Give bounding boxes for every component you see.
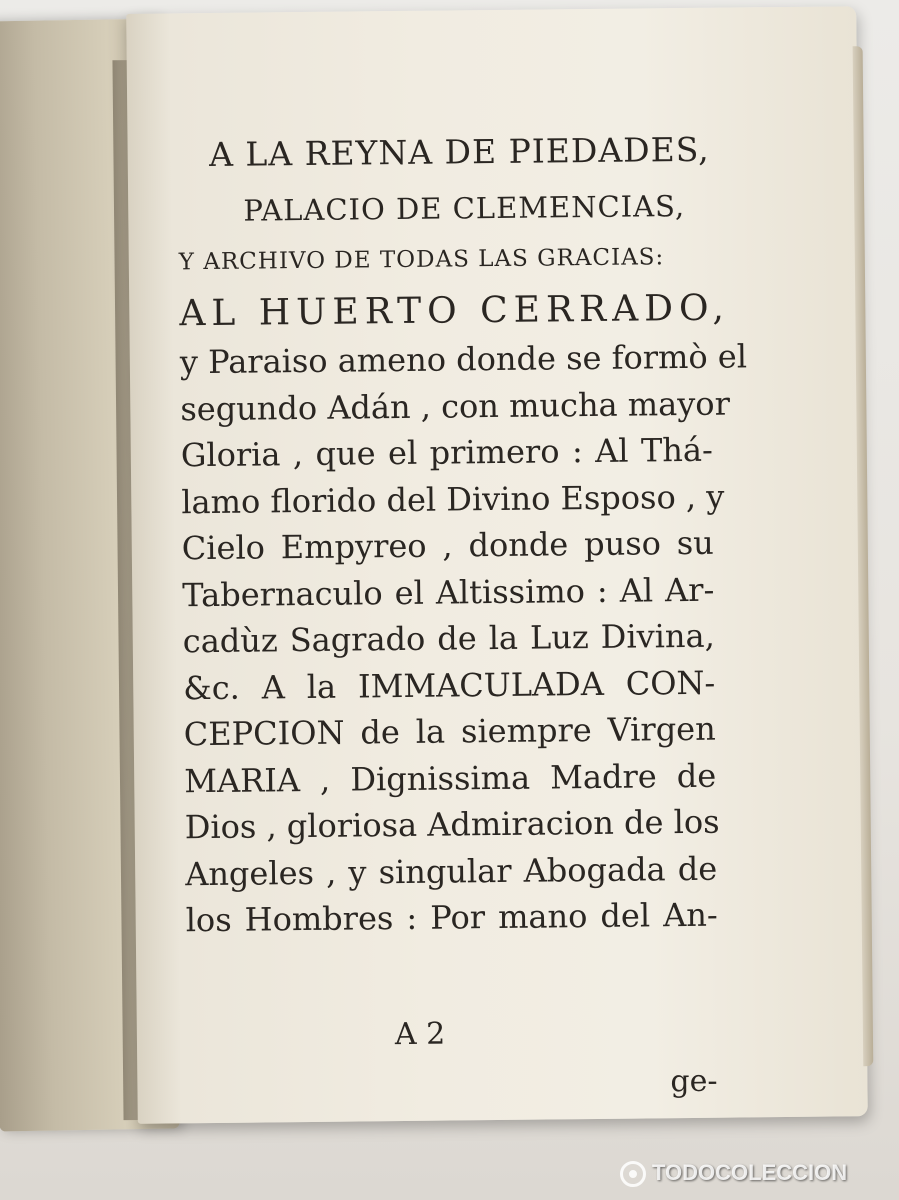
body-line: &c. A la IMMACULADA CON- [183, 663, 716, 707]
site-watermark [620, 1160, 847, 1187]
dedication-text [177, 129, 748, 944]
body-line: y Paraiso ameno donde se formò el [179, 337, 748, 382]
heading-line-3: Y ARCHIVO DE TODAS LAS GRACIAS: [178, 244, 665, 276]
book-page [126, 6, 868, 1124]
body-line: Tabernaculo el Altissimo : Al Ar- [182, 570, 715, 614]
body-line: los Hombres : Por mano del An- [185, 895, 718, 940]
body-line: lamo florido del Divino Esposo , y [181, 477, 725, 521]
body-line: cadùz Sagrado de la Luz Divina, [182, 616, 715, 661]
catchword: ge- [670, 1063, 718, 1100]
body-line: CEPCION de la siempre Virgen [183, 709, 716, 754]
body-line: Angeles , y singular Abogada de [185, 849, 718, 893]
heading-line-1: A LA REYNA DE PIEDADES, [208, 129, 710, 174]
body-line: Gloria , que el primero : Al Thá- [180, 430, 714, 475]
watermark-text: TODOCOLECCION [652, 1160, 848, 1185]
body-line: Cielo Empyreo , donde puso su [181, 523, 714, 568]
body-line: MARIA , Dignissima Madre de [184, 756, 717, 800]
body-line: Dios , gloriosa Admiracion de los [184, 802, 720, 847]
heading-line-4: AL HUERTO CERRADO, [179, 287, 731, 335]
signature-mark: A 2 [394, 1016, 446, 1053]
body-line: segundo Adán , con mucha mayor [180, 384, 731, 428]
heading-line-2: PALACIO DE CLEMENCIAS, [243, 189, 686, 228]
page-edge [853, 46, 874, 1066]
watermark-logo-icon [620, 1161, 646, 1187]
